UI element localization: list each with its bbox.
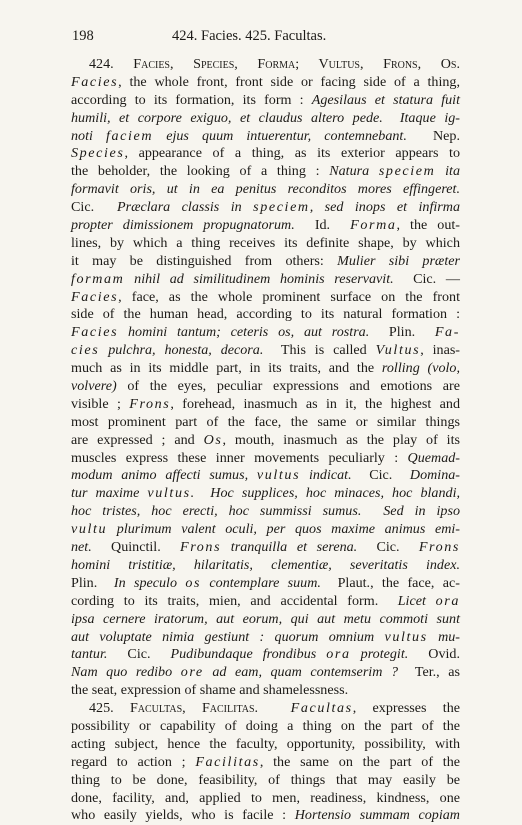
text-segment: Facultas [290, 700, 353, 717]
text-line [71, 414, 460, 432]
text-segment: Agesilaus et statura fuit [311, 91, 460, 108]
text-line [71, 575, 460, 593]
text-segment: vultu [71, 521, 108, 538]
text-line [71, 396, 460, 414]
text-segment: 425. [89, 700, 130, 717]
text-segment: it may be distinguished from others: [71, 252, 338, 269]
text-segment: vultus [256, 467, 301, 484]
text-segment: Præclara classis in [116, 199, 254, 216]
text-segment: , mouth, inasmuch as the play of its [222, 431, 460, 448]
text-segment: Plin. [71, 574, 114, 591]
text-segment: 424. [89, 56, 134, 72]
text-segment: Facultas, Facilitas. [129, 700, 259, 717]
text-line [71, 163, 460, 181]
text-segment: nihil ad similitudinem hominis reservavit. [124, 270, 394, 287]
text-segment: ita [435, 163, 461, 180]
text-segment: Vultus [375, 342, 421, 359]
text-segment: This is called [263, 342, 376, 359]
text-segment: pulchra, honesta, decora. [99, 342, 264, 359]
text-line [71, 342, 460, 360]
text-segment: Facilitas [195, 753, 260, 770]
text-segment: noti [71, 127, 106, 144]
text-line [71, 181, 460, 199]
text-segment: ad eam, quam contemserim ? [203, 664, 398, 681]
text-line [71, 521, 460, 539]
text-segment: , sed inops et infirma [309, 199, 460, 216]
text-segment: faciem [105, 127, 154, 144]
text-segment: Licet [397, 592, 436, 609]
text-segment: protegit. [350, 646, 409, 663]
text-line [71, 360, 460, 378]
text-line [71, 682, 460, 700]
text-line [71, 539, 460, 557]
text-segment: . Hoc supplices, hoc minaces, hoc blandi, [190, 485, 461, 502]
text-segment: tranquilla et serena. [221, 539, 358, 556]
text-line [71, 646, 460, 664]
text-segment: cording to its traits, mien, and accidental form. [71, 592, 398, 609]
text-segment: , the out- [396, 217, 460, 234]
text-segment: indicat. [300, 467, 352, 484]
text-segment: net. [71, 539, 92, 556]
text-line [71, 790, 460, 808]
text-line [71, 700, 460, 718]
text-segment: Plin. [369, 324, 435, 341]
text-segment: possibility or capability of doing a thing on the part of the [71, 717, 460, 734]
text-segment: , expresses the [352, 700, 461, 717]
text-line [71, 306, 460, 324]
text-segment: muscles express these inner movements peculiarly : [71, 449, 408, 466]
text-segment: Nam quo redibo [71, 664, 181, 681]
text-segment: , inas- [420, 342, 461, 359]
text-segment: Facies [71, 288, 119, 305]
text-segment: ejus quum intuerentur, contemnebant. [153, 127, 407, 144]
text-segment: Cic. [357, 539, 419, 556]
text-segment: humili, et corpore exiguo, et claudus altero pede. Itaque ig- [71, 109, 460, 126]
text-line [71, 432, 460, 450]
text-segment: Plaut., the face, ac- [320, 574, 460, 591]
text-segment: Forma [350, 217, 397, 234]
text-segment: Facies, Species, Forma; Vultus, Frons, Os. [133, 56, 460, 72]
text-line [71, 378, 460, 396]
text-segment: thing to be done, feasibility, of things that may easily be [71, 771, 460, 788]
text-segment: hoc tristes, hoc erecti, hoc summissi sumus. Sed in ipso [71, 503, 460, 520]
text-segment: are expressed ; and [71, 431, 204, 448]
text-segment: visible ; [71, 395, 130, 412]
text-segment: Facies [71, 324, 119, 341]
text-segment: , forehead, inasmuch as in it, the highest and [170, 395, 460, 412]
text-line [71, 611, 460, 629]
text-line [71, 807, 460, 825]
text-segment: Cic. — [393, 270, 460, 287]
text-segment: Pudibundaque frondibus [170, 646, 327, 663]
text-segment: speciem [253, 199, 310, 216]
text-segment: ora [435, 592, 460, 609]
text-line [71, 503, 460, 521]
text-segment: mu- [427, 628, 460, 645]
text-segment: acting subject, hence the faculty, opportunity, possibility, with [71, 735, 460, 752]
text-segment: , face, as the whole prominent surface on the front [118, 288, 460, 305]
text-line [71, 754, 460, 772]
text-segment: Frons [129, 395, 171, 412]
text-segment: contemplare suum. [201, 574, 321, 591]
text-segment: homini tristitiæ, hilaritatis, clementiæ, severitatis index. [71, 556, 460, 573]
text-line [71, 450, 460, 468]
text-segment: formavit oris, ut in ea penitus reconditos mores effingeret. [71, 181, 460, 198]
text-segment: ipsa cernere iratorum, aut eorum, qui aut metu commoti sunt [71, 610, 460, 627]
text-segment: Facies [71, 73, 119, 90]
text-line [71, 253, 460, 271]
text-line [71, 92, 460, 110]
text-line [71, 629, 460, 647]
text-line [71, 289, 460, 307]
text-line [71, 664, 460, 682]
text-line [71, 217, 460, 235]
text-segment: vultus [384, 628, 428, 645]
text-segment: Cic. [351, 467, 410, 484]
text-segment: rolling (volo, [381, 360, 461, 377]
text-segment: propter dimissionem propugnatorum. [71, 217, 295, 234]
text-segment: vultus [147, 485, 191, 502]
text-segment: Mulier sibi præter [337, 252, 460, 269]
text-segment: , the same on the part of the [259, 753, 460, 770]
text-segment: of the eyes, peculiar expressions and emotions are [116, 378, 460, 395]
text-segment: the seat, expression of shame and shamelessness. [71, 682, 349, 699]
text-line [71, 110, 460, 128]
text-line [71, 199, 460, 217]
text-segment: tantur. [71, 646, 108, 663]
text-segment: lines, by which a thing receives its definite shape, by which [71, 234, 460, 251]
running-title: 424. Facies. 425. Facultas. [172, 28, 327, 44]
text-line [71, 718, 460, 736]
text-segment: Hortensio summam copiam [294, 807, 460, 824]
text-line [71, 772, 460, 790]
text-segment: Cic. [107, 646, 171, 663]
text-segment: tur maxime [71, 485, 148, 502]
text-segment: formam [71, 270, 125, 287]
text-segment: , the whole front, front side or facing side of a thing, [118, 73, 460, 90]
text-segment: most prominent part of the face, the same or similar things [71, 413, 460, 430]
text-segment: Id. [294, 217, 351, 234]
text-segment: plurimum valent oculi, per quos maxime animus emi- [107, 521, 460, 538]
text-line [71, 56, 460, 74]
text-segment: cies [71, 342, 100, 359]
text-line [71, 557, 460, 575]
text-segment: the beholder, the looking of a thing : [71, 163, 330, 180]
text-segment: Os [203, 431, 223, 448]
text-segment: Cic. [71, 199, 117, 216]
text-segment: speciem [378, 163, 436, 180]
text-segment: Ovid. [408, 646, 460, 663]
text-segment: who easily yields, who is facile : [71, 807, 295, 824]
text-segment [258, 700, 291, 716]
text-segment: volvere) [71, 378, 117, 395]
text-segment: In speculo [113, 574, 186, 591]
text-line [71, 128, 460, 146]
text-segment: Frons [180, 539, 222, 556]
text-segment: Ter., as [398, 664, 460, 681]
page-number: 198 [72, 28, 94, 44]
text-line [71, 324, 460, 342]
text-segment: os [185, 574, 202, 591]
text-line [71, 145, 460, 163]
text-segment: Frons [418, 539, 460, 556]
text-segment: done, facility, and, applied to men, readiness, kindness, one [71, 789, 460, 806]
text-segment: ora [326, 646, 351, 663]
text-segment: Quinctil. [91, 539, 181, 556]
text-line [71, 467, 460, 485]
text-segment: Species [71, 145, 125, 162]
text-segment: regard to action ; [71, 753, 196, 770]
page-body [71, 56, 460, 825]
text-line [71, 593, 460, 611]
text-segment: homini tantum; ceteris os, aut rostra. [118, 324, 370, 341]
text-segment: much as in its middle part, in its traits, and the [71, 360, 382, 377]
text-line [71, 235, 460, 253]
text-line [71, 485, 460, 503]
text-segment: ore [180, 664, 204, 681]
text-line [71, 271, 460, 289]
text-segment: according to its formation, its form : [71, 91, 312, 108]
text-segment: Nep. [406, 127, 460, 144]
text-segment: , appearance of a thing, as its exterior appears to [124, 145, 460, 162]
text-line [71, 74, 460, 92]
text-segment: side of the human head, according to its natural formation : [71, 306, 460, 323]
text-segment: Domina- [409, 467, 460, 484]
text-segment: aut voluptate nimia gestiunt : quorum omnium [71, 628, 385, 645]
text-segment: Natura [329, 163, 379, 180]
text-segment: modum animo affecti sumus, [71, 467, 257, 484]
text-segment: Quemad- [407, 449, 460, 466]
text-segment: Fa- [434, 324, 460, 341]
text-line [71, 736, 460, 754]
